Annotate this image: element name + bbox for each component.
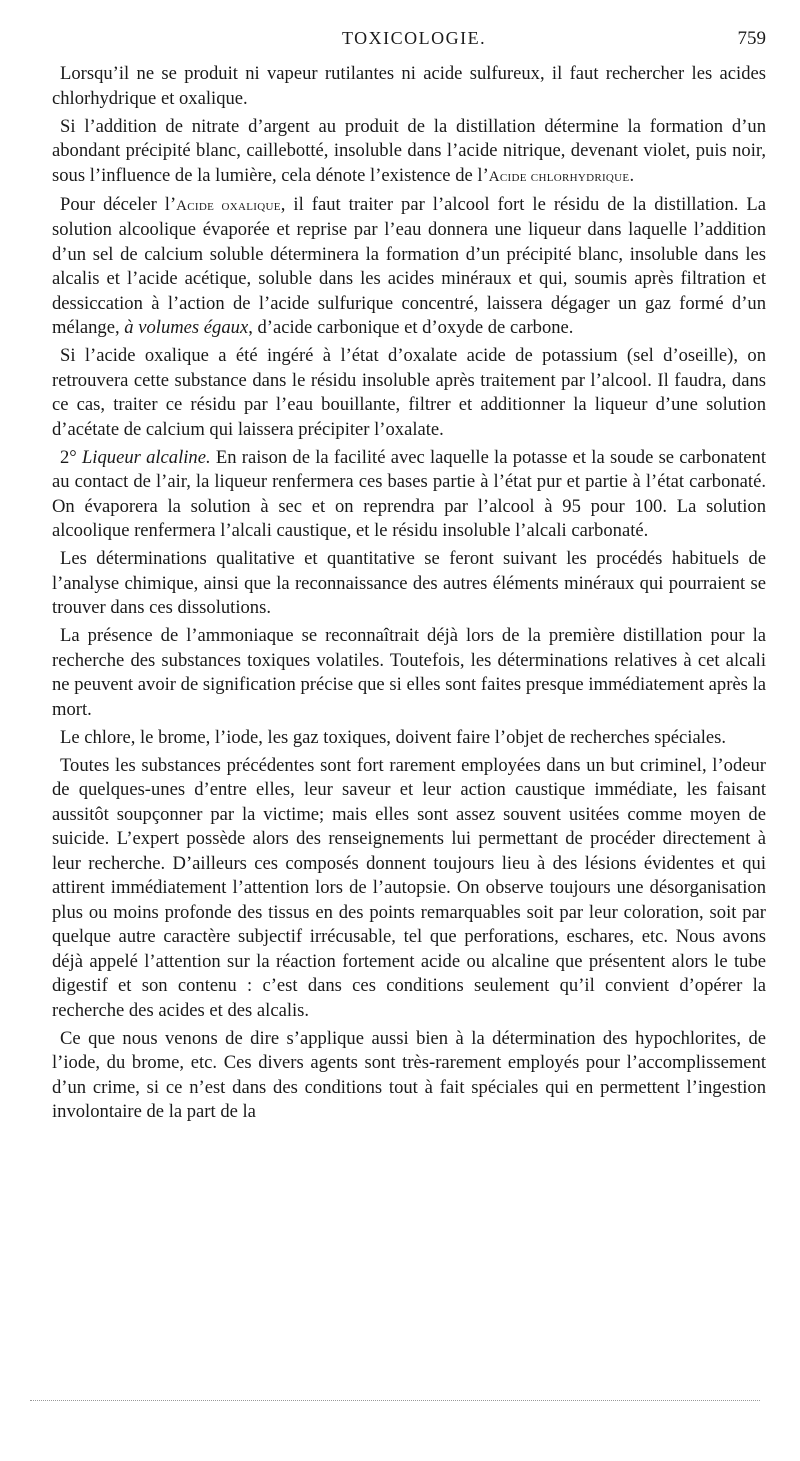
small-caps-term: Acide oxalique [176,197,281,214]
book-page [52,28,766,1128]
paragraph-5-text: En raison de la facilité avec laquelle la potasse et la soude se carbonatent au contact de l’air, la liqueur renfermera ces bases partie à l’état pur et partie à l’état carbonaté. On évaporera la solution à sec et on reprendra par l’alcool à 95 pour 100. La solution alcoolique renfermera l’alcali caustique, et le résidu insoluble l’alcali carbonaté. [52,446,767,541]
paragraph-2 [52,115,766,190]
paragraph-1: Lorsqu’il ne se produit ni vapeur rutilantes ni acide sulfureux, il faut rechercher les acides chlorhydrique et oxalique. [52,63,766,109]
page-number: 759 [737,28,766,49]
small-caps-term: Acide chlorhydrique [488,168,630,185]
paragraph-8: Le chlore, le brome, l’iode, les gaz toxiques, doivent faire l’objet de recherches spéciales. [60,726,726,748]
paragraph-3-end: , d’acide carbonique et d’oxyde de carbone. [248,317,574,338]
paragraph-5 [52,446,766,544]
section-number: 2° [60,446,77,468]
paragraph-2-end: . [629,164,635,186]
italic-phrase: à volumes égaux [124,317,249,338]
page-header [52,28,766,56]
paragraph-4: Si l’acide oxalique a été ingéré à l’état d’oxalate acide de potassium (sel d’oseille), on retrouvera cette substance dans le résidu insoluble après traitement par l’alcool. Il faudra, dans ce cas, traiter ce résidu par l’eau bouillante, filtrer et additionner la liqueur d’une solution d’acétate de calcium qui laissera précipiter l’oxalate. [52,345,766,440]
paragraph-7: La présence de l’ammoniaque se reconnaîtrait déjà lors de la première distillation pour la recherche des substances toxiques volatiles. Toutefois, les déterminations relatives à cet alcali ne peuvent avoir de signification précise que si elles sont faites presque immédiatement après la mort. [52,625,766,720]
paragraph-3-text: , il faut traiter par l’alcool fort le résidu de la distillation. La solution alcoolique évaporée et reprise par l’eau donnera une liqueur dans laquelle l’addition d’un sel de calcium soluble déterminera la formation d’un précipité blanc, insoluble dans les alcalis et l’acide acétique, soluble dans les acides minéraux et qui, soumis après filtration et dessiccation à l’action de l’acide sulfurique concentré, laissera dégager un gaz formé d’un mélange, [52,193,767,338]
paragraph-3 [52,193,766,341]
paragraph-2-text: Si l’addition de nitrate d’argent au produit de la distillation détermine la formation d’un abondant précipité blanc, caillebotté, insoluble dans l’acide nitrique, devenant violet, puis noir, sous l’influence de la lumière, cela dénote l’existence de l’ [52,115,766,186]
section-heading: Liqueur alcaline. [81,446,211,468]
footer-dotted-rule [30,1392,760,1401]
paragraph-6: Les déterminations qualitative et quantitative se feront suivant les procédés habituels de l’analyse chimique, ainsi que la reconnaissance des autres éléments minéraux qui pourraient se trouver dans ces dissolutions. [52,548,766,618]
running-title: TOXICOLOGIE. [342,28,487,48]
paragraph-9: Toutes les substances précédentes sont fort rarement employées dans un but criminel, l’odeur de quelques-unes d’entre elles, leur saveur et leur action caustique immédiate, les faisant aussitôt soupçonner par la victime; mais elles sont assez souvent usitées comme moyen de suicide. L’expert possède alors des renseignements lui permettant de procéder directement à leur recherche. D’ailleurs ces composés donnent toujours lieu à des lésions évidentes et qui attirent immédiatement l’attention lors de l’autopsie. On observe toujours une désorganisation plus ou moins profonde des tissus en des points remarquables soit par leur coloration, soit par quelque autre caractère subjectif irrécusable, tel que perforations, eschares, etc. Nous avons déjà appelé l’attention sur la réaction fortement acide ou alcaline que présentent alors le tube digestif et son contenu : c’est dans ces conditions seulement qu’il convient d’opérer la recherche des acides et des alcalis. [52,754,766,1021]
paragraph-10: Ce que nous venons de dire s’applique aussi bien à la détermination des hypochlorites, de l’iode, du brome, etc. Ces divers agents sont très-rarement employés pour l’accomplissement d’un crime, si ce n’est dans des conditions tout à fait spéciales qui en permettent l’ingestion involontaire de la part de la [52,1027,766,1122]
paragraph-3-start: Pour déceler l’ [60,193,177,215]
body-text [52,62,766,1125]
